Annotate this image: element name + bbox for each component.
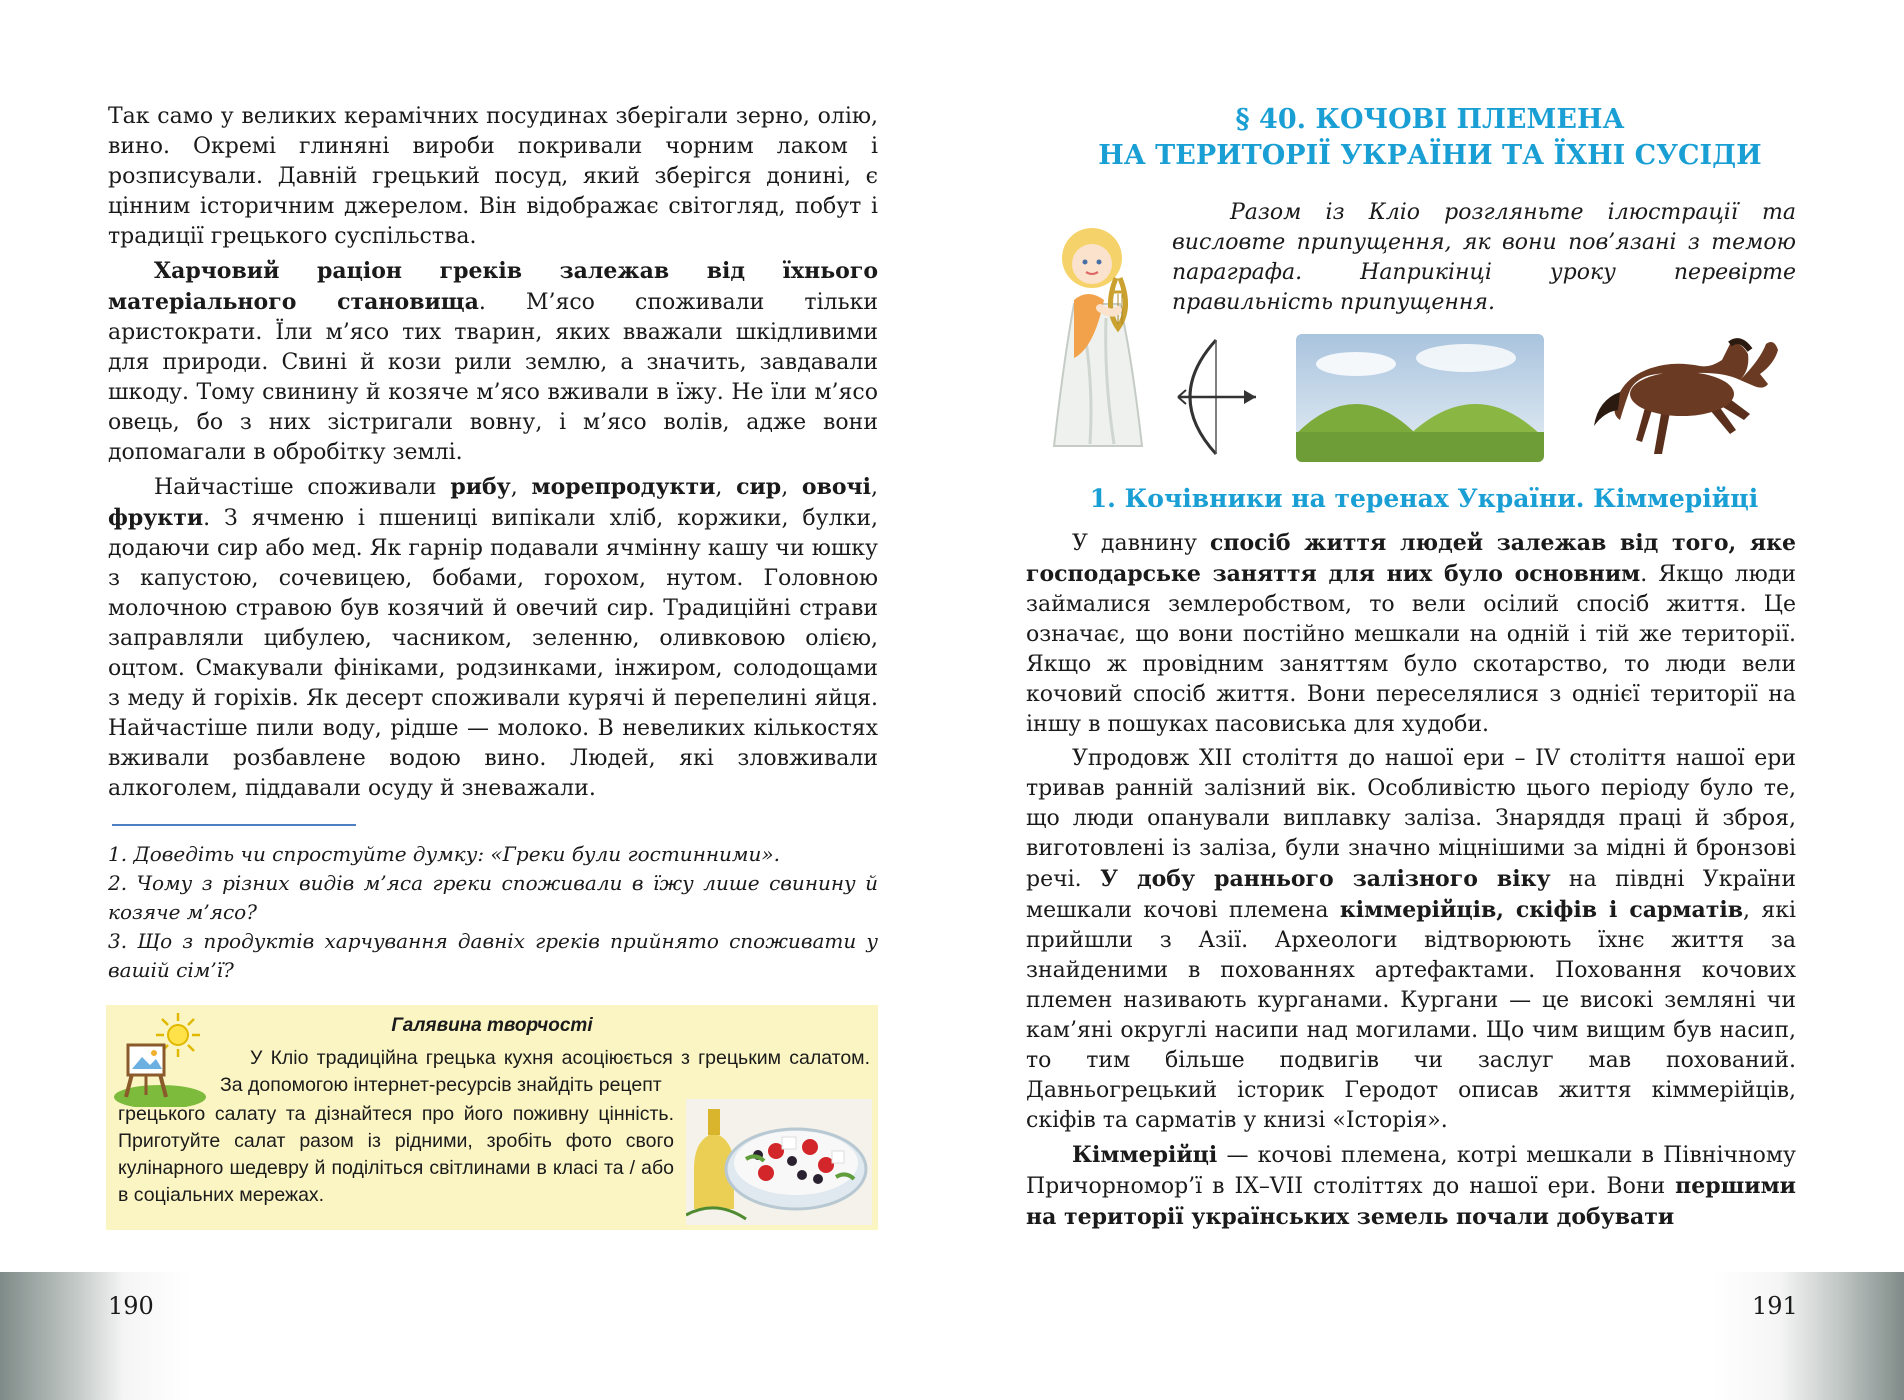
questions-list [108, 840, 878, 985]
text-run: — кочові племена, котрі мешкали в Північному Причорномор’ї в IX–VII століттях до нашої ери. Вони [1026, 1143, 1796, 1199]
text-run: У давнину [1072, 531, 1210, 556]
right-paragraphs [1026, 528, 1796, 1233]
text-run: , [871, 475, 878, 500]
bold-text-run: фрукти [108, 505, 204, 531]
bow-arrow-image [1172, 334, 1262, 460]
question-3: 3. Що з продуктів харчування давніх греків прийнято споживати у вашій сім’ї? [108, 929, 878, 982]
text-run: . З ячменю і пшениці випікали хліб, коржики, булки, додаючи сир або мед. Як гарнір подавали ячмінну кашу чи юшку з капустою, сочевицею, бобами, горохом, нутом. Головною молочною стравою був козячий й овечий сир. Традиційні страви заправляли цибулею, часником, зеленню, оливковою олією, оцтом. Смакували фініками, родзинками, інжиром, солодощами з меду й горіхів. Як десерт споживали курячі й перепелині яйця. Найчастіше пили воду, рідше — молоко. В невеликих кількостях вживали розбавлене водою вино. Людей, які зловживали алкоголем, піддавали осуду й зневажали. [108, 506, 878, 801]
left-paragraph-1 [108, 102, 878, 252]
text-run: , які прийшли з Азії. Археологи відтворюють їхнє життя за знайденими в похованнях артефактами. Поховання кочових племен називають курганами. Кургани — це високі земляні чи кам’яні округлі насипи над могилами. Що чим вищим був насип, то тим більше подвигів чи заслуг мав похований. Давньогрецький історик Геродот описав життя кіммерійців, скіфів та сарматів у книзі «Історія». [1026, 898, 1796, 1133]
text-run: Найчастіше споживали [154, 475, 451, 500]
creativity-title: Галявина творчості [391, 1015, 593, 1036]
section-heading: 1. Кочівники на теренах України. Кіммерійці [1089, 484, 1759, 513]
chapter-title-line-1: § 40. КОЧОВІ ПЛЕМЕНА [1235, 104, 1625, 135]
bold-text-run: рибу [450, 474, 511, 500]
intro-text: Разом із Кліо розгляньте ілюстрації та висловте припущення, як вони пов’язані з темою параграфа. Наприкінці уроку перевірте правильність припущення. [1172, 200, 1796, 315]
bold-text-run: першими на території українських земель почали добувати [1026, 1173, 1796, 1230]
bold-text-run: Кіммерійці [1072, 1142, 1218, 1168]
text-run: Так само у великих керамічних посудинах зберігали зерно, олію, вино. Окремі глиняні вироби покривали чорним лаком і розписували. Давній грецький посуд, який зберігся донині, є цінним історичним джерелом. Він відображає світогляд, побут і традиції грецького суспільства. [108, 104, 878, 249]
left-paragraph-2 [108, 256, 878, 468]
bold-text-run: овочі [801, 474, 871, 500]
questions-divider [112, 824, 356, 826]
bold-text-run: спосіб життя людей залежав від того, яке господарське заняття для них було основним [1026, 530, 1796, 587]
creativity-box [106, 1005, 878, 1230]
bold-text-run: кіммерійців, скіфів і сарматів [1339, 897, 1744, 923]
left-paragraph-3 [108, 472, 878, 804]
text-run: , [781, 475, 802, 500]
text-run: на півдні України мешкали кочові племена [1026, 867, 1796, 923]
right-paragraph-2 [1026, 744, 1796, 1136]
question-2: 2. Чому з різних видів м’яса греки споживали в їжу лише свинину й козяче м’ясо? [108, 871, 878, 924]
bold-text-run: сир [736, 474, 782, 500]
kurgan-burial-mounds-image [1296, 334, 1544, 462]
bold-text-run: морепродукти [531, 474, 716, 500]
left-text-column [108, 102, 878, 985]
horse-image [1590, 330, 1790, 466]
page-number-right: 191 [1752, 1292, 1798, 1320]
page-number-left: 190 [108, 1292, 154, 1320]
bold-text-run: Харчовий раціон греків залежав від їхнього матеріального становища [108, 258, 878, 315]
clio-muse-illustration [1034, 208, 1162, 456]
right-paragraph-1 [1026, 528, 1796, 740]
right-paragraph-3 [1026, 1140, 1796, 1233]
text-run: , [510, 475, 532, 500]
chapter-title-line-2: НА ТЕРИТОРІЇ УКРАЇНИ ТА ЇХНІ СУСІДИ [1098, 140, 1762, 171]
bold-text-run: У добу раннього залізного віку [1100, 866, 1551, 892]
text-run: . М’ясо споживали тільки аристократи. Їли м’ясо тих тварин, яких вважали шкідливими для природи. Свині й кози рили землю, а значить, завдавали шкоду. Тому свинину й козяче м’ясо вживали в їжу. Не їли м’ясо овець, бо з них зістригали вовну, і м’ясо волів, адже вони допомагали в обробітку землі. [108, 290, 878, 465]
text-run: , [715, 475, 737, 500]
right-text-column [1026, 528, 1796, 1233]
chapter-title [1040, 102, 1820, 174]
greek-salad-image [686, 1099, 872, 1225]
text-run: . Якщо люди займалися землеробством, то вели осілий спосіб життя. Це означає, що вони постійно мешкали на одній і тій же території. Якщо ж провідним заняттям було скотарство, то люди вели кочовий спосіб життя. Вони переселялися з однієї території на іншу в пошуках пасовиська для худоби. [1026, 562, 1796, 737]
text-run: Упродовж XII століття до нашої ери – IV століття нашої ери тривав ранній залізний вік. Особливістю цього періоду було те, що люди опанували виплавку заліза. Знаряддя праці й зброя, виготовлені із заліза, були значно міцнішими за мідні й бронзові речі. [1026, 746, 1796, 892]
question-1: 1. Доведіть чи спростуйте думку: «Греки були гостинними». [108, 842, 780, 866]
left-paragraphs [108, 102, 878, 804]
creativity-text-1: У Кліо традиційна грецька кухня асоціюється з грецьким салатом. За допомогою інтернет-ресурсів знайдіть рецепт [220, 1047, 870, 1096]
creativity-text-2: грецького салату та дізнайтеся про його поживну цінність. Приготуйте салат разом із рідними, зробіть фото свого кулінарного шедевру й поділіться світлинами в класі та / або в соціальних мережах. [118, 1103, 674, 1206]
